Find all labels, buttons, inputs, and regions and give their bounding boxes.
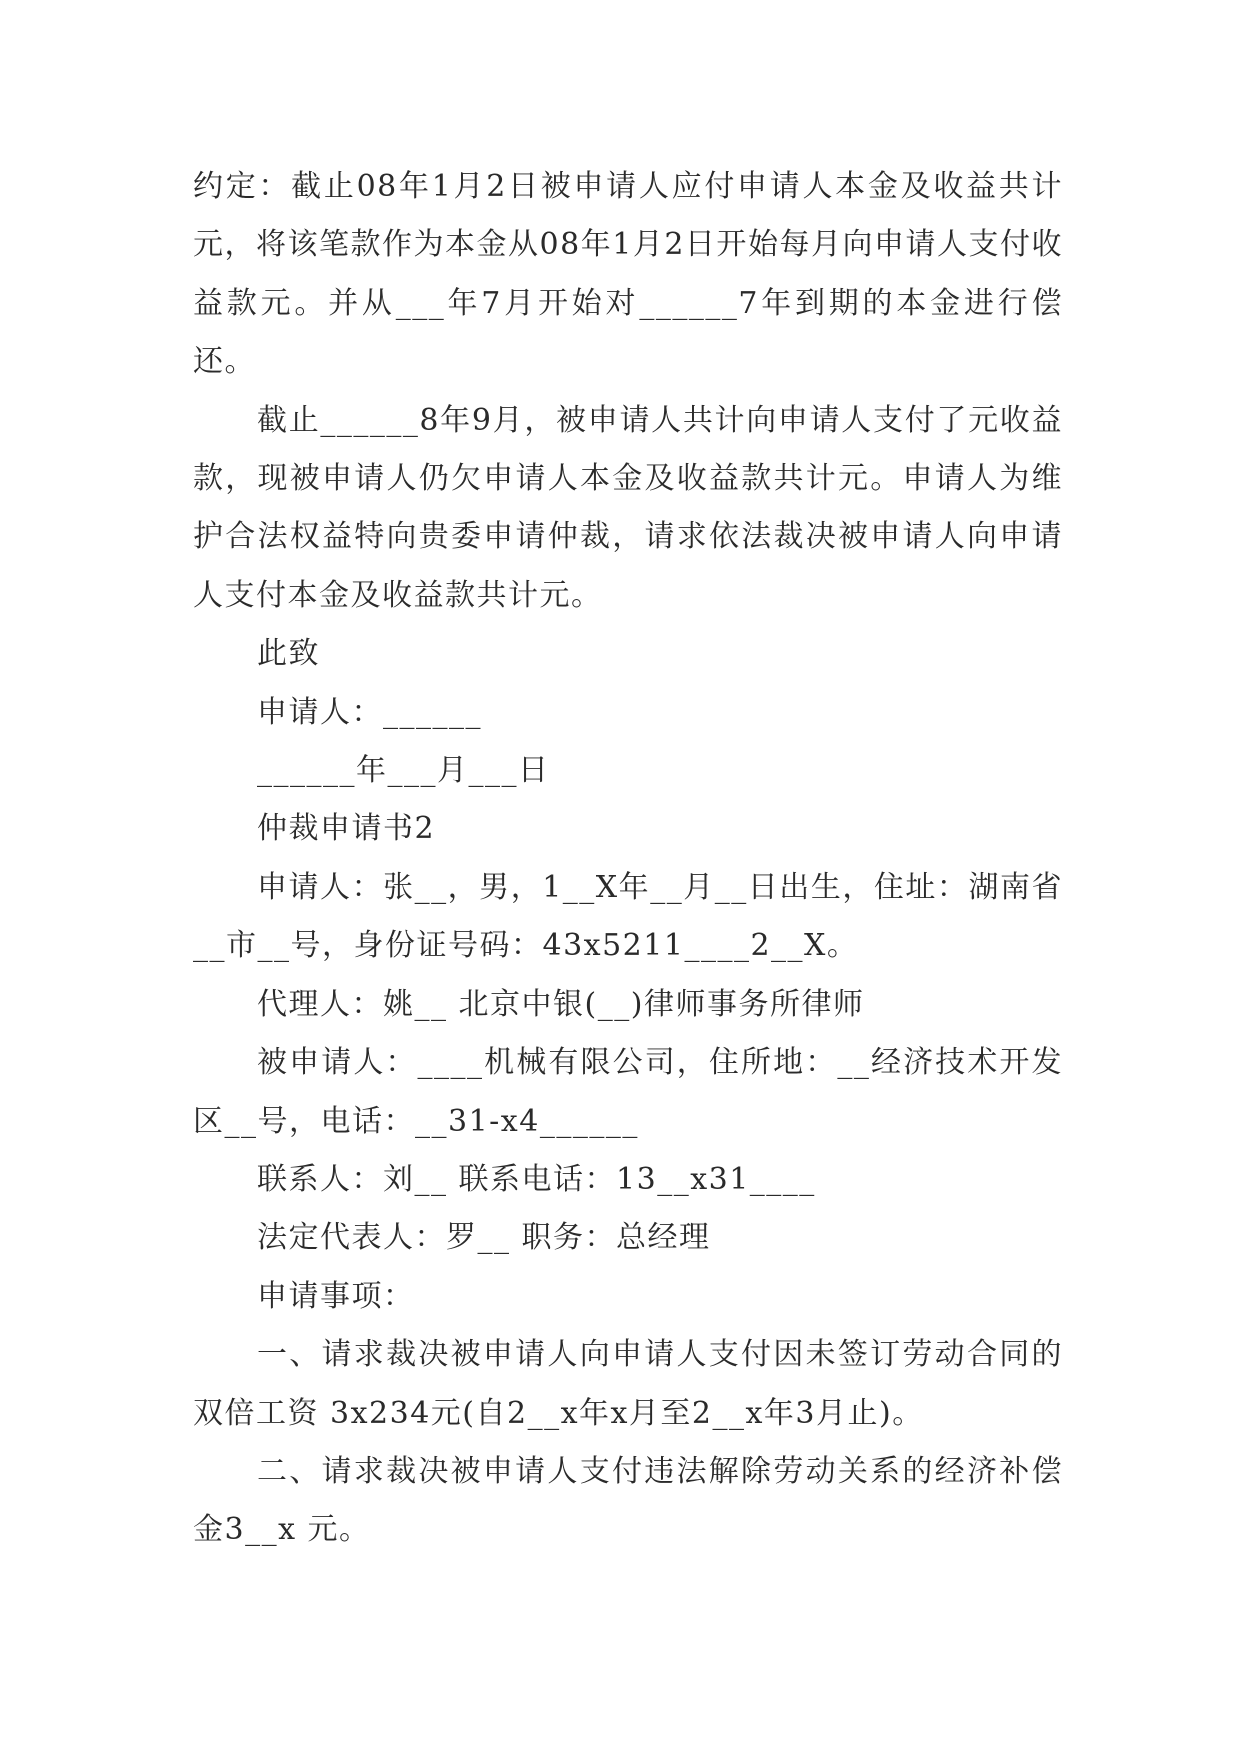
paragraph-legal-representative: 法定代表人：罗__ 职务：总经理 bbox=[257, 1220, 711, 1256]
paragraph-claim-1: 一、请求裁决被申请人向申请人支付因未签订劳动合同的双倍工资 3x234元(自2__x年x月至2__x年3月止)。 bbox=[193, 1337, 1063, 1431]
paragraph-claim-2: 二、请求裁决被申请人支付违法解除劳动关系的经济补偿金3__x 元。 bbox=[193, 1453, 1063, 1548]
paragraph-respondent-info: 被申请人：____机械有限公司，住所地：__经济技术开发区__号，电话：__31-x4______ bbox=[193, 1045, 1063, 1139]
section-title: 仲裁申请书2 bbox=[257, 811, 436, 847]
paragraph-claims-heading: 申请事项： bbox=[257, 1278, 415, 1314]
paragraph-salutation: 此致 bbox=[257, 636, 320, 672]
paragraph-agreement: 约定：截止08年1月2日被申请人应付申请人本金及收益共计元，将该笔款作为本金从08年1月2日开始每月向申请人支付收益款元。并从___年7月开始对______7年到期的本金进行偿还。 bbox=[193, 169, 1063, 380]
paragraph-applicant-signature: 申请人：______ bbox=[257, 694, 482, 730]
document-body bbox=[193, 158, 1063, 1560]
paragraph-date-line: ______年___月___日 bbox=[257, 753, 550, 789]
paragraph-applicant-info: 申请人：张__，男，1__X年__月__日出生，住址：湖南省__市__号，身份证号码：43x5211____2__X。 bbox=[193, 869, 1063, 964]
paragraph-contact-info: 联系人：刘__ 联系电话：13__x31____ bbox=[257, 1161, 816, 1197]
paragraph-agent-info: 代理人：姚__ 北京中银(__)律师事务所律师 bbox=[257, 986, 865, 1022]
paragraph-payment-status: 截止______8年9月，被申请人共计向申请人支付了元收益款，现被申请人仍欠申请人本金及收益款共计元。申请人为维护合法权益特向贵委申请仲裁，请求依法裁决被申请人向申请人支付本金及收益款共计元。 bbox=[193, 402, 1063, 613]
